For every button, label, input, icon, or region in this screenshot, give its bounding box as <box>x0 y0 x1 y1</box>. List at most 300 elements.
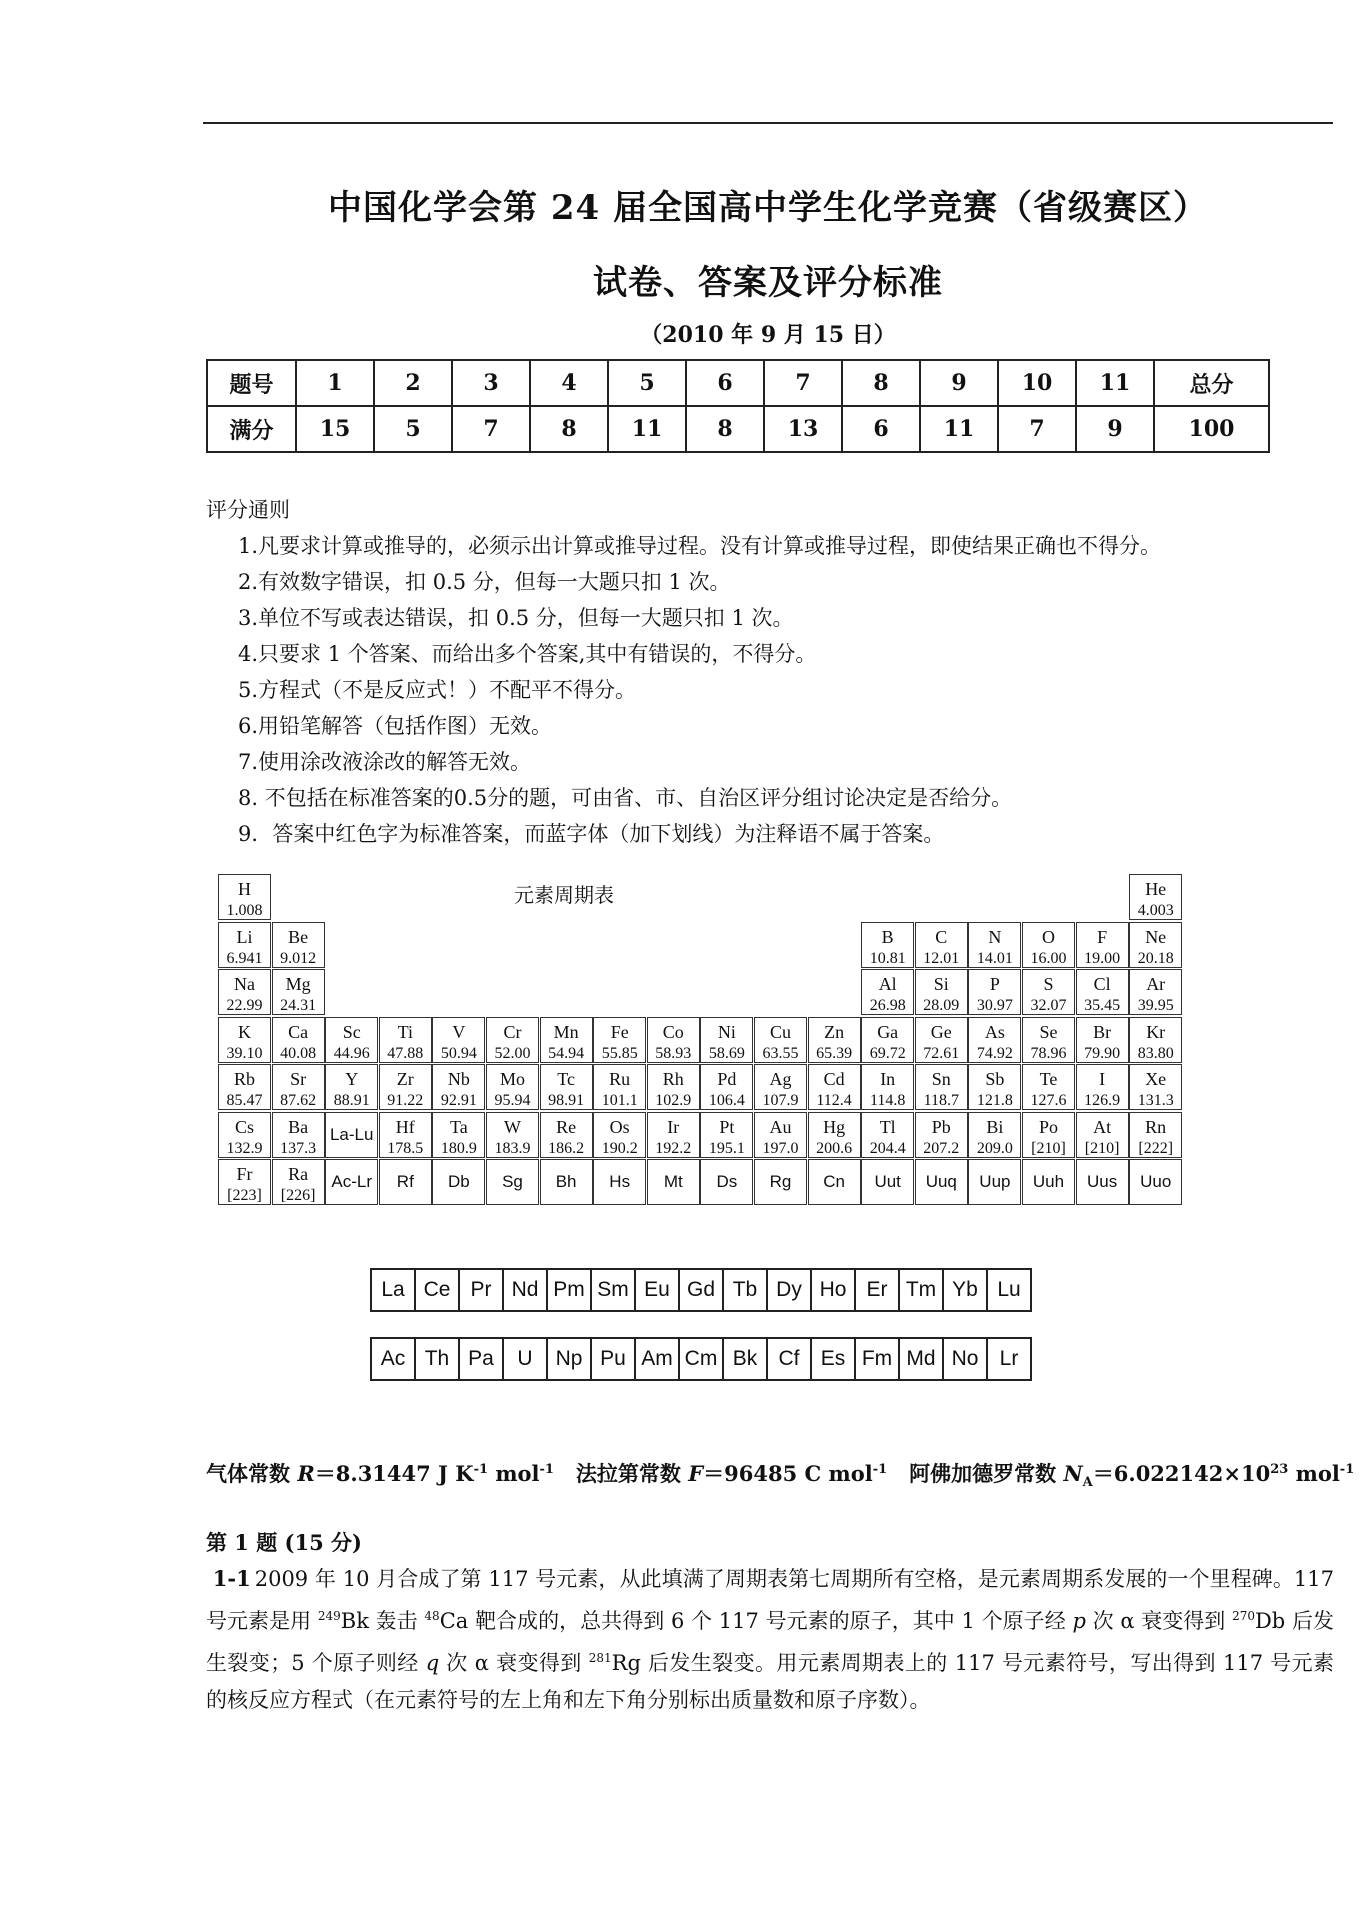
element-cell-rh <box>647 1064 700 1110</box>
element-symbol: Rb <box>233 1069 255 1089</box>
text-run: Bk 轰击 <box>340 1609 425 1633</box>
element-cell-co <box>647 1017 700 1063</box>
atomic-mass: 39.95 <box>1137 997 1174 1014</box>
text-run: 2009 年 10 月合成了第 117 号元素，从此填满了周期表第七周期所有空格，是元素周期系发展的一个里程碑。117 号元素是用 <box>206 1567 1335 1633</box>
atomic-mass: 54.94 <box>548 1044 585 1062</box>
element-cell-eu: Eu <box>634 1268 680 1312</box>
element-symbol: Na <box>234 974 255 994</box>
atomic-mass: 192.2 <box>655 1139 692 1157</box>
element-symbol: La-Lu <box>329 1124 374 1144</box>
atomic-mass: 65.39 <box>816 1044 853 1062</box>
atomic-mass: 63.55 <box>762 1044 799 1062</box>
element-symbol: F <box>1097 926 1108 947</box>
element-cell-tc <box>540 1064 593 1110</box>
question-number: 8 <box>842 360 920 406</box>
exponent: -1 <box>539 1462 554 1477</box>
element-cell-cl <box>1076 969 1129 1015</box>
element-cell-he <box>1129 874 1182 920</box>
atomic-mass: 24.31 <box>280 997 317 1014</box>
element-symbol: Pt <box>719 1116 735 1137</box>
atomic-mass: 9.012 <box>280 949 317 967</box>
exam-date: （2010 年 9 月 15 日） <box>640 322 896 348</box>
element-cell-bi <box>968 1112 1021 1158</box>
element-symbol: Cn <box>823 1172 845 1191</box>
element-symbol: Uus <box>1086 1172 1118 1191</box>
row-label-score: 满分 <box>207 406 296 452</box>
element-cell-zr <box>379 1064 432 1110</box>
atomic-mass: 98.91 <box>548 1092 585 1109</box>
element-symbol: Hg <box>823 1116 846 1137</box>
question-score: 8 <box>530 406 608 452</box>
atomic-mass: 44.96 <box>333 1044 370 1062</box>
element-symbol: Uuo <box>1140 1172 1172 1191</box>
element-symbol: P <box>989 974 1000 994</box>
element-symbol: Po <box>1038 1116 1058 1137</box>
element-cell-gd: Gd <box>678 1268 724 1312</box>
element-symbol: Cd <box>823 1069 845 1089</box>
rule-item: 1.凡要求计算或推导的，必须示出计算或推导过程。没有计算或推导过程，即使结果正确也不得分。 <box>238 534 1162 558</box>
element-cell-zn <box>808 1017 861 1063</box>
actinide-row <box>370 1337 1030 1381</box>
question-number: 4 <box>530 360 608 406</box>
element-cell-sn <box>915 1064 968 1110</box>
element-symbol: Ni <box>717 1021 736 1042</box>
element-cell-na <box>218 969 271 1015</box>
element-symbol: Ag <box>769 1069 792 1089</box>
atomic-mass: 132.9 <box>226 1139 263 1157</box>
element-cell-cu <box>754 1017 807 1063</box>
element-cell-si <box>915 969 968 1015</box>
element-symbol: Te <box>1039 1069 1058 1089</box>
element-cell-es: Es <box>810 1337 856 1381</box>
element-symbol: Hs <box>609 1172 631 1191</box>
header-rule <box>203 122 1333 124</box>
rule-item: 9．答案中红色字为标准答案，而蓝字体（加下划线）为注释语不属于答案。 <box>238 822 945 846</box>
element-cell-ta <box>432 1112 485 1158</box>
element-cell-cm: Cm <box>678 1337 724 1381</box>
element-symbol: Uuh <box>1032 1172 1065 1191</box>
element-cell-uut <box>861 1159 914 1205</box>
element-symbol: Ga <box>877 1021 899 1042</box>
question-number: 5 <box>608 360 686 406</box>
element-cell-ra <box>272 1159 325 1205</box>
atomic-mass: 207.2 <box>923 1139 960 1157</box>
element-cell-hs <box>593 1159 646 1205</box>
element-symbol: Y <box>345 1069 359 1089</box>
atomic-mass: 92.91 <box>440 1092 477 1109</box>
element-symbol: Ra <box>288 1164 309 1184</box>
element-cell-ac: Ac <box>370 1337 416 1381</box>
rule-item: 8. 不包括在标准答案的0.5分的题，可由省、市、自治区评分组讨论决定是否给分。 <box>238 786 1013 810</box>
element-cell-mg <box>272 969 325 1015</box>
question-score: 5 <box>374 406 452 452</box>
atomic-mass: 32.07 <box>1030 997 1067 1014</box>
atomic-mass: 79.90 <box>1084 1044 1121 1062</box>
atomic-mass: [210] <box>1084 1139 1120 1157</box>
element-cell-pa: Pa <box>458 1337 504 1381</box>
avogadro-constant-symbol: N <box>1063 1461 1083 1486</box>
element-symbol: Rh <box>662 1069 684 1089</box>
element-cell-cs <box>218 1112 271 1158</box>
element-cell-i <box>1076 1064 1129 1110</box>
atomic-mass: 195.1 <box>708 1139 745 1157</box>
element-cell-s <box>1022 969 1075 1015</box>
element-symbol: Ar <box>1146 974 1166 994</box>
element-symbol: Uuq <box>925 1172 957 1191</box>
element-cell-uuh <box>1022 1159 1075 1205</box>
element-symbol: W <box>504 1116 521 1137</box>
element-symbol: Bh <box>555 1172 577 1191</box>
atomic-mass: 118.7 <box>923 1092 959 1109</box>
atomic-mass: 114.8 <box>869 1092 906 1109</box>
element-symbol: Si <box>933 974 949 994</box>
element-cell-pd <box>700 1064 753 1110</box>
text-run: Ca 靶合成的，总共得到 6 个 117 号元素的原子，其中 1 个原子经 <box>439 1609 1073 1633</box>
atomic-mass: 74.92 <box>976 1044 1013 1062</box>
element-cell-rf <box>379 1159 432 1205</box>
rule-item: 3.单位不写或表达错误，扣 0.5 分，但每一大题只扣 1 次。 <box>238 606 794 630</box>
full-score-row <box>207 406 1269 452</box>
atomic-mass: 6.941 <box>226 949 263 967</box>
element-symbol: Co <box>662 1021 684 1042</box>
rule-item: 4.只要求 1 个答案、而给出多个答案,其中有错误的，不得分。 <box>238 642 817 666</box>
element-cell-ag <box>754 1064 807 1110</box>
question-number: 6 <box>686 360 764 406</box>
element-symbol: Mt <box>663 1172 683 1191</box>
element-symbol: Cu <box>769 1021 791 1042</box>
sub-title: 试卷、答案及评分标准 <box>593 263 943 303</box>
element-cell-pb <box>915 1112 968 1158</box>
element-symbol: Ne <box>1145 926 1167 947</box>
element-cell-os <box>593 1112 646 1158</box>
element-cell-mt <box>647 1159 700 1205</box>
atomic-mass: 1.008 <box>226 902 263 919</box>
atomic-mass: 91.22 <box>387 1092 424 1109</box>
element-symbol: Be <box>288 926 309 947</box>
element-cell-la-lu <box>325 1112 378 1158</box>
atomic-mass: 16.00 <box>1030 949 1067 967</box>
element-cell-uuo <box>1129 1159 1182 1205</box>
element-symbol: In <box>880 1069 896 1089</box>
atomic-mass: 52.00 <box>494 1044 531 1062</box>
element-cell-cf: Cf <box>766 1337 812 1381</box>
atomic-mass: 112.4 <box>816 1092 852 1109</box>
element-cell-hf <box>379 1112 432 1158</box>
atomic-mass: 14.01 <box>976 949 1013 967</box>
atomic-mass: 12.01 <box>923 949 960 967</box>
question-score: 13 <box>764 406 842 452</box>
faraday-constant-label: 法拉第常数 <box>575 1461 681 1486</box>
exponent: 23 <box>1270 1462 1289 1477</box>
element-cell-ba <box>272 1112 325 1158</box>
element-cell-cn <box>808 1159 861 1205</box>
element-symbol: Sc <box>342 1021 361 1042</box>
element-cell-lu: Lu <box>986 1268 1032 1312</box>
element-symbol: Ba <box>288 1116 309 1137</box>
element-cell-tm: Tm <box>898 1268 944 1312</box>
score-table <box>206 359 1270 453</box>
atomic-mass: 58.69 <box>708 1044 745 1062</box>
element-symbol: Bi <box>986 1116 1004 1137</box>
element-cell-ga <box>861 1017 914 1063</box>
element-symbol: N <box>988 926 1002 947</box>
question-number: 1 <box>296 360 374 406</box>
atomic-mass: 183.9 <box>494 1139 531 1157</box>
element-symbol: Sb <box>985 1069 1005 1089</box>
atomic-mass: [222] <box>1138 1139 1174 1157</box>
element-symbol: Mg <box>285 974 311 994</box>
element-cell-u: U <box>502 1337 548 1381</box>
question-score: 7 <box>998 406 1076 452</box>
question-score: 9 <box>1076 406 1154 452</box>
element-cell-sr <box>272 1064 325 1110</box>
element-symbol: Li <box>236 926 253 947</box>
question-score: 7 <box>452 406 530 452</box>
element-symbol: Zr <box>396 1069 414 1089</box>
element-cell-k <box>218 1017 271 1063</box>
element-symbol: Rf <box>396 1172 414 1191</box>
element-cell-ca <box>272 1017 325 1063</box>
atomic-mass: 101.1 <box>601 1092 638 1109</box>
avogadro-constant-label: 阿佛加德罗常数 <box>909 1461 1057 1486</box>
text-run: 次 α 衰变得到 <box>439 1651 589 1675</box>
atomic-mass: 204.4 <box>869 1139 906 1157</box>
question-number: 2 <box>374 360 452 406</box>
avogadro-constant-value: ＝6.022142×10 <box>1092 1461 1271 1486</box>
element-symbol: C <box>935 926 948 947</box>
element-symbol: Uup <box>979 1172 1011 1191</box>
atomic-mass: 28.09 <box>923 997 960 1014</box>
element-cell-nd: Nd <box>502 1268 548 1312</box>
element-cell-bk: Bk <box>722 1337 768 1381</box>
atomic-mass: 126.9 <box>1084 1092 1121 1109</box>
periodic-table <box>218 874 1184 1210</box>
atomic-mass: 209.0 <box>976 1139 1013 1157</box>
faraday-constant-symbol: F <box>688 1461 704 1486</box>
element-cell-f <box>1076 922 1129 968</box>
element-cell-se <box>1022 1017 1075 1063</box>
element-cell-fr <box>218 1159 271 1205</box>
element-cell-te <box>1022 1064 1075 1110</box>
rule-item: 2.有效数字错误，扣 0.5 分，但每一大题只扣 1 次。 <box>238 570 731 594</box>
total-score: 100 <box>1154 406 1269 452</box>
element-symbol: Kr <box>1146 1021 1166 1042</box>
atomic-mass: 127.6 <box>1030 1092 1067 1109</box>
element-cell-dy: Dy <box>766 1268 812 1312</box>
element-symbol: B <box>881 926 894 947</box>
element-cell-ho: Ho <box>810 1268 856 1312</box>
gas-constant-value: ＝8.31447 J K <box>314 1461 474 1486</box>
question-score: 8 <box>686 406 764 452</box>
atomic-mass: 197.0 <box>762 1139 799 1157</box>
element-symbol: Cs <box>234 1116 254 1137</box>
row-label-question: 题号 <box>207 360 296 406</box>
atomic-mass: 178.5 <box>387 1139 424 1157</box>
atomic-mass: 10.81 <box>869 949 906 967</box>
element-cell-cd <box>808 1064 861 1110</box>
rule-item: 7.使用涂改液涂改的解答无效。 <box>238 750 532 774</box>
element-cell-as <box>968 1017 1021 1063</box>
element-symbol: He <box>1145 879 1167 899</box>
question-1-title: 第 1 题 (15 分) <box>206 1530 362 1555</box>
text-run: 次 α 衰变得到 <box>1085 1609 1233 1633</box>
element-cell-ni <box>700 1017 753 1063</box>
element-symbol: Au <box>769 1116 792 1137</box>
element-cell-pm: Pm <box>546 1268 592 1312</box>
element-cell-be <box>272 922 325 968</box>
atomic-mass: 4.003 <box>1137 902 1174 919</box>
element-cell-re <box>540 1112 593 1158</box>
element-symbol: I <box>1099 1069 1106 1089</box>
atomic-mass: 95.94 <box>494 1092 531 1109</box>
element-cell-nb <box>432 1064 485 1110</box>
element-symbol: Ac-Lr <box>331 1172 372 1191</box>
element-cell-li <box>218 922 271 968</box>
atomic-mass: [223] <box>227 1187 262 1204</box>
physical-constants <box>206 1458 1354 1490</box>
atomic-mass: 69.72 <box>869 1044 906 1062</box>
element-cell-au <box>754 1112 807 1158</box>
element-cell-w <box>486 1112 539 1158</box>
element-symbol: V <box>452 1021 466 1042</box>
element-cell-ac-lr <box>325 1159 378 1205</box>
element-cell-sm: Sm <box>590 1268 636 1312</box>
element-cell-la: La <box>370 1268 416 1312</box>
atomic-mass: 180.9 <box>440 1139 477 1157</box>
element-cell-mn <box>540 1017 593 1063</box>
text-run: Db 后发生裂变；5 个原子则经 <box>206 1609 1334 1675</box>
rules-heading: 评分通则 <box>206 498 290 522</box>
element-symbol: Ru <box>609 1069 631 1089</box>
atomic-mass: [210] <box>1031 1139 1066 1157</box>
element-symbol: K <box>238 1021 251 1042</box>
question-score: 11 <box>920 406 998 452</box>
exponent: -1 <box>1339 1462 1355 1477</box>
element-cell-uus <box>1076 1159 1129 1205</box>
element-cell-ti <box>379 1017 432 1063</box>
element-cell-ce: Ce <box>414 1268 460 1312</box>
element-symbol: As <box>984 1021 1005 1042</box>
element-cell-no: No <box>942 1337 988 1381</box>
element-cell-ge <box>915 1017 968 1063</box>
element-cell-db <box>432 1159 485 1205</box>
element-cell-al <box>861 969 914 1015</box>
element-cell-o <box>1022 922 1075 968</box>
element-symbol: Tc <box>557 1069 575 1089</box>
atomic-mass: 186.2 <box>548 1139 585 1157</box>
total-label: 总分 <box>1154 360 1269 406</box>
element-symbol: Cl <box>1093 974 1111 994</box>
main-title: 中国化学会第 24 届全国高中学生化学竞赛（省级赛区） <box>328 188 1208 228</box>
atomic-mass: 26.98 <box>869 997 906 1014</box>
element-cell-c <box>915 922 968 968</box>
element-symbol: Rn <box>1145 1116 1167 1137</box>
element-symbol: Ds <box>716 1172 738 1191</box>
element-cell-pt <box>700 1112 753 1158</box>
element-symbol: Al <box>878 974 897 994</box>
element-symbol: Tl <box>879 1116 896 1137</box>
question-number: 7 <box>764 360 842 406</box>
element-cell-sg <box>486 1159 539 1205</box>
element-cell-bh <box>540 1159 593 1205</box>
variable-p: p <box>1072 1609 1086 1633</box>
element-symbol: Os <box>609 1116 630 1137</box>
element-cell-mo <box>486 1064 539 1110</box>
element-cell-h <box>218 874 271 920</box>
unit: mol <box>1288 1461 1340 1486</box>
rule-item: 5.方程式（不是反应式！）不配平不得分。 <box>238 678 637 702</box>
element-cell-er: Er <box>854 1268 900 1312</box>
atomic-mass: 137.3 <box>280 1139 317 1157</box>
element-cell-in <box>861 1064 914 1110</box>
question-score: 15 <box>296 406 374 452</box>
atomic-mass: 30.97 <box>976 997 1013 1014</box>
element-symbol: Mn <box>553 1021 579 1042</box>
atomic-mass: [226] <box>280 1187 316 1204</box>
element-cell-ru <box>593 1064 646 1110</box>
element-symbol: Ge <box>930 1021 952 1042</box>
element-cell-pr: Pr <box>458 1268 504 1312</box>
element-symbol: Uut <box>874 1172 901 1191</box>
atomic-mass: 40.08 <box>280 1044 317 1062</box>
faraday-constant-value: ＝96485 C mol <box>703 1461 873 1486</box>
element-cell-ar <box>1129 969 1182 1015</box>
element-symbol: Nb <box>447 1069 470 1089</box>
element-cell-yb: Yb <box>942 1268 988 1312</box>
element-cell-v <box>432 1017 485 1063</box>
element-symbol: Pd <box>717 1069 737 1089</box>
element-cell-sb <box>968 1064 1021 1110</box>
atomic-mass: 39.10 <box>226 1044 263 1062</box>
element-cell-b <box>861 922 914 968</box>
element-cell-kr <box>1129 1017 1182 1063</box>
element-cell-po <box>1022 1112 1075 1158</box>
element-cell-xe <box>1129 1064 1182 1110</box>
question-score: 6 <box>842 406 920 452</box>
element-symbol: S <box>1043 974 1054 994</box>
atomic-mass: 190.2 <box>601 1139 638 1157</box>
question-score: 11 <box>608 406 686 452</box>
mass-number: 270 <box>1232 1609 1255 1623</box>
rule-item: 6.用铅笔解答（包括作图）无效。 <box>238 714 553 738</box>
element-cell-md: Md <box>898 1337 944 1381</box>
question-number: 11 <box>1076 360 1154 406</box>
element-cell-ir <box>647 1112 700 1158</box>
element-symbol: Ir <box>667 1116 680 1137</box>
atomic-mass: 22.99 <box>226 997 263 1014</box>
rules-list <box>238 528 1161 852</box>
element-symbol: Br <box>1093 1021 1112 1042</box>
element-cell-tb: Tb <box>722 1268 768 1312</box>
exponent: -1 <box>473 1462 489 1477</box>
question-label: 1-1 <box>212 1566 251 1591</box>
exponent: -1 <box>872 1462 888 1477</box>
element-cell-rb <box>218 1064 271 1110</box>
question-number: 10 <box>998 360 1076 406</box>
atomic-mass: 58.93 <box>655 1044 692 1062</box>
element-cell-th: Th <box>414 1337 460 1381</box>
element-cell-sc <box>325 1017 378 1063</box>
element-cell-ne <box>1129 922 1182 968</box>
element-symbol: H <box>238 879 251 899</box>
element-cell-fe <box>593 1017 646 1063</box>
atomic-mass: 50.94 <box>440 1044 477 1062</box>
element-cell-n <box>968 922 1021 968</box>
variable-q: q <box>425 1651 440 1675</box>
element-symbol: O <box>1042 926 1055 947</box>
lanthanide-row <box>370 1268 1030 1312</box>
element-symbol: Fe <box>610 1021 629 1042</box>
